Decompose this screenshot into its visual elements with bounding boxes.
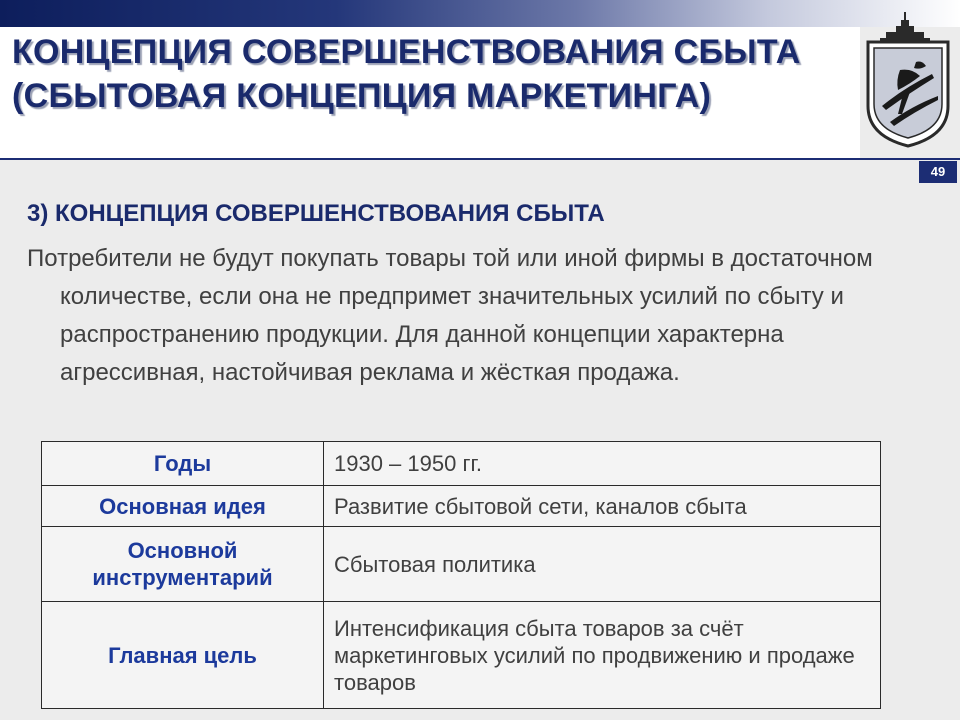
table-row-label: Основной инструментарий [42, 527, 324, 602]
table-row [42, 442, 881, 486]
page-number-badge: 49 [919, 161, 957, 183]
top-gradient-bar [0, 0, 960, 27]
table-row-label: Основная идея [42, 486, 324, 527]
table-row-value: Интенсификация сбыта товаров за счёт маркетинговых усилий по продвижению и продаже товаров [324, 602, 881, 709]
header-divider [0, 158, 960, 160]
section-heading: 3) КОНЦЕПЦИЯ СОВЕРШЕНСТВОВАНИЯ СБЫТА [27, 200, 605, 227]
table-row-label: Годы [42, 442, 324, 486]
concept-table [41, 441, 881, 709]
table-row-value: Сбытовая политика [324, 527, 881, 602]
table-row-label: Главная цель [42, 602, 324, 709]
slide-title: КОНЦЕПЦИЯ СОВЕРШЕНСТВОВАНИЯ СБЫТА (СБЫТОВАЯ КОНЦЕПЦИЯ МАРКЕТИНГА) [12, 33, 801, 115]
body-paragraph: Потребители не будут покупать товары той или иной фирмы в достаточном количестве, если она не предпримет значительных усилий по сбыту и распространению продукции. Для данной концепции характерна агрессивная, настойчивая реклама и жёсткая продажа. [27, 245, 873, 386]
table-row [42, 527, 881, 602]
table-row [42, 602, 881, 709]
table-row [42, 486, 881, 527]
table-row-value: 1930 – 1950 гг. [324, 442, 881, 486]
shield-skier-logo-icon [860, 10, 956, 150]
table-row-value: Развитие сбытовой сети, каналов сбыта [324, 486, 881, 527]
